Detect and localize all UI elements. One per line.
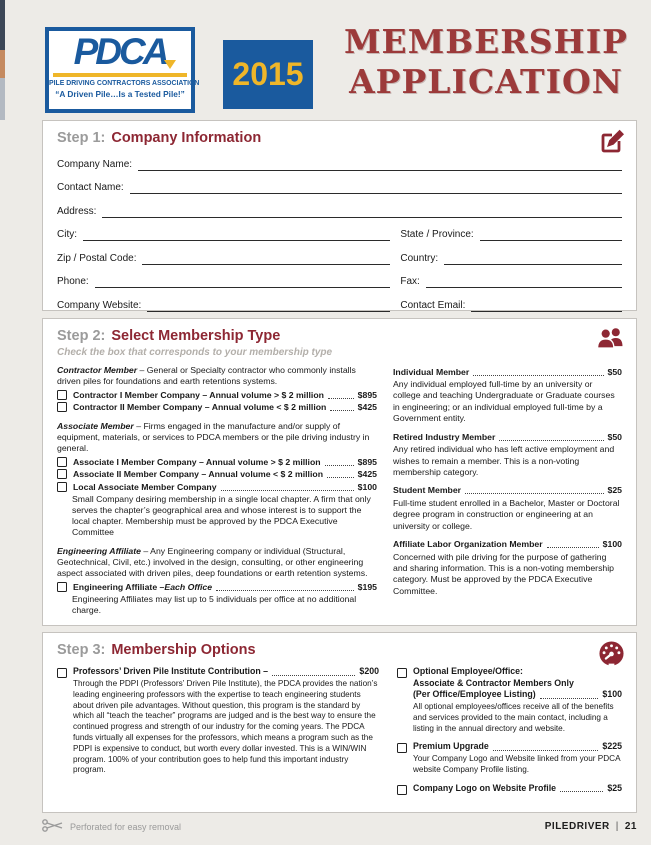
item-price: $25	[607, 485, 622, 496]
item-description: Any individual employed full-time by an university or college and teaching Undergraduate or Graduate courses in engineering; or an individual employed full-time by a Government entity.	[393, 379, 615, 424]
country-input-line[interactable]	[444, 258, 622, 265]
item-description: Your Company Logo and Website linked from your PDCA website Company Profile listing.	[413, 754, 621, 775]
field-label: Zip / Postal Code:	[57, 252, 137, 264]
contractor-member-group	[57, 365, 377, 413]
premium-upgrade-item	[397, 741, 622, 776]
option-label: Associate I Member Company – Annual volume > $ 2 million	[73, 456, 321, 467]
step2-subtitle: Check the box that corresponds to your membership type	[57, 347, 333, 358]
option-label: Local Associate Member Company	[73, 481, 217, 492]
student-member-item	[393, 485, 622, 532]
checkbox[interactable]	[57, 582, 67, 592]
item-price-row	[393, 432, 622, 443]
page-title-line1: MEMBERSHIP	[344, 22, 628, 61]
checkbox[interactable]	[57, 457, 67, 467]
item-price-row	[393, 485, 622, 496]
field-label: State / Province:	[400, 229, 474, 240]
item-price: $200	[359, 666, 379, 676]
contact-email-input-line[interactable]	[471, 305, 622, 312]
item-description: Concerned with pile driving for the purpose of gathering and sharing information. This is a non-voting membership category. Must be approved by the PDCA Executive Committee.	[393, 551, 615, 596]
scissors-icon	[42, 818, 64, 835]
option-contractor-1	[57, 390, 377, 401]
optional-employee-office-item	[397, 666, 622, 734]
perforation-note	[42, 818, 181, 835]
step3-left-column	[57, 666, 379, 803]
publication-name: PILEDRIVER	[544, 821, 610, 832]
group-heading-rest: – Firms engaged in the manufacture and/or supply of equipment, materials, or services to PDCA members or the pile driving industry in general.	[57, 421, 370, 453]
dotted-leader	[493, 749, 599, 751]
step3-number: Step 3:	[57, 642, 106, 658]
field-label: City:	[57, 229, 77, 240]
step1-header	[57, 129, 622, 147]
year-badge	[223, 40, 313, 109]
logo-tagline: “A Driven Pile…Is a Tested Pile!”	[55, 89, 185, 99]
item-description: Through the PDPI (Professors’ Driven Pile Institute), the PDCA provides the nation’s leading engineering professors with the expertise to teach engineering students about driven pile advantages. Without question, this program is the standard by which all “teach the teacher” programs are judged and is the best way to ensure the continued progress and strength of our industry for the coming years. The PDCA funds virtually all expenses for the professors, which means a program such as the PDPI is expensive to conduct, but worth every dollar invested. This is a WIN/WIN program. 100% of your contribution goes to help fund this important industry program.	[73, 679, 378, 775]
option-associate-2	[57, 469, 377, 480]
field-label: Contact Name:	[57, 182, 124, 193]
step1-title: Company Information	[111, 130, 262, 146]
step2-left-column	[57, 365, 377, 624]
option-associate-1	[57, 457, 377, 468]
dotted-leader	[327, 476, 354, 478]
step2-header	[57, 327, 622, 345]
item-price: $225	[602, 741, 622, 752]
option-local-associate	[57, 482, 377, 493]
dotted-leader	[328, 397, 354, 399]
item-price-row	[413, 689, 622, 701]
step2-membership-type-section	[42, 318, 637, 626]
item-price-row	[393, 367, 622, 378]
perforation-text: Perforated for easy removal	[70, 821, 182, 832]
option-contractor-2	[57, 402, 377, 413]
group-heading: Associate Member	[57, 421, 134, 431]
item-label-line1: Optional Employee/Office:	[413, 666, 523, 676]
option-price: $425	[357, 402, 377, 412]
pdca-logo	[45, 27, 200, 113]
engineering-affiliate-note: Engineering Affiliates may list up to 5 individuals per office at no additional charge.	[72, 594, 357, 615]
option-label: Associate II Member Company – Annual volume < $ 2 million	[73, 469, 323, 479]
page-edge-artifact	[0, 50, 5, 78]
group-heading-rest: – General or Specialty contractor who commonly installs driven piles for foundations and earth retentions systems.	[57, 365, 356, 386]
checkbox[interactable]	[397, 785, 407, 795]
dotted-leader	[473, 374, 603, 376]
dotted-leader	[330, 409, 353, 411]
city-input-line[interactable]	[83, 234, 390, 241]
dotted-leader	[221, 489, 354, 491]
option-price: $895	[357, 456, 377, 467]
item-price: $100	[602, 539, 622, 550]
checkbox[interactable]	[397, 743, 407, 753]
checkbox[interactable]	[57, 482, 67, 492]
item-label: Student Member	[393, 485, 462, 496]
address-input-line[interactable]	[102, 211, 622, 218]
zip-postal-input-line[interactable]	[142, 258, 390, 265]
option-label: Engineering Affiliate –	[73, 581, 165, 592]
state-province-input-line[interactable]	[480, 234, 622, 241]
group-heading-rest: – Any Engineering company or individual (Structural, Geotechnical, Civil, etc.) involved in the design, consulting, or other engineering aspect associated with driven piles, deep foundations or earth retention systems.	[57, 546, 368, 578]
company-logo-website-item	[397, 783, 622, 796]
form-row-zip-country	[57, 241, 622, 265]
field-label: Phone:	[57, 276, 89, 287]
individual-member-item	[393, 367, 622, 425]
field-label: Company Website:	[57, 299, 142, 311]
checkbox[interactable]	[57, 402, 67, 412]
retired-industry-member-item	[393, 432, 622, 479]
dotted-leader	[499, 439, 603, 441]
item-label: Individual Member	[393, 366, 470, 377]
step3-title: Membership Options	[111, 642, 256, 658]
logo-org-name: PILE DRIVING CONTRACTORS ASSOCIATION	[49, 79, 200, 87]
page-number: 21	[624, 821, 637, 832]
page-edge-artifact	[0, 78, 5, 120]
page-edge-artifact	[0, 0, 5, 50]
group-heading: Contractor Member	[57, 365, 138, 375]
checkbox[interactable]	[57, 668, 67, 678]
item-label: Retired Industry Member	[393, 431, 496, 442]
item-label: Company Logo on Website Profile	[413, 782, 557, 793]
group-description	[57, 365, 377, 387]
dotted-leader	[272, 674, 355, 676]
item-label: Professors’ Driven Pile Institute Contribution –	[73, 666, 269, 676]
step3-right-column	[397, 666, 622, 803]
step3-header	[57, 641, 622, 659]
edit-pencil-icon	[599, 128, 625, 159]
step2-right-column	[393, 365, 622, 624]
dotted-leader	[547, 546, 599, 548]
checkbox[interactable]	[57, 390, 67, 400]
option-price: $195	[357, 581, 377, 592]
logo-gold-bar	[53, 73, 187, 77]
option-label: Contractor II Member Company – Annual volume < $ 2 million	[73, 402, 327, 412]
affiliate-labor-org-member-item	[393, 539, 622, 597]
local-associate-note: Small Company desiring membership in a single local chapter. A firm that only serves the chapter’s geographical area and whose interest is to support the local chapter. Membership must be approved by the PDCA Executive Committee	[72, 494, 371, 537]
page-footer	[42, 818, 637, 835]
form-field-company-name	[57, 147, 622, 171]
group-heading: Engineering Affiliate	[57, 546, 141, 556]
dotted-leader	[465, 492, 603, 494]
field-label: Fax:	[400, 276, 420, 287]
pdca-logo-text: PDCA	[73, 31, 167, 72]
phone-input-line[interactable]	[95, 281, 391, 288]
checkbox[interactable]	[397, 668, 407, 678]
step2-number: Step 2:	[57, 328, 106, 344]
separator: |	[615, 821, 619, 832]
item-price-row	[73, 666, 379, 678]
item-description: All optional employees/offices receive all of the benefits and services provided to the main contact, including a listing in the annual directory and website.	[413, 702, 614, 733]
item-label: Premium Upgrade	[413, 741, 489, 752]
item-description: Any retired individual who has left active employment and wishes to remain a member. This is a non-voting membership category.	[393, 444, 615, 477]
page-title	[325, 22, 647, 102]
item-price: $50	[607, 366, 622, 377]
logo-triangle-icon	[164, 60, 176, 69]
year-text: 2015	[232, 56, 304, 92]
item-label: Affiliate Labor Organization Member	[393, 539, 543, 550]
item-price-row	[393, 539, 622, 550]
option-price: $425	[357, 469, 377, 479]
form-field-contact-name	[57, 171, 622, 195]
item-label-line2: Associate & Contractor Members Only	[413, 677, 574, 688]
pdca-logo-acronym	[49, 32, 191, 72]
option-engineering-affiliate	[57, 582, 377, 593]
step2-title: Select Membership Type	[111, 328, 281, 344]
item-price: $50	[607, 431, 622, 442]
company-name-input-line[interactable]	[138, 164, 622, 171]
form-row-phone-fax	[57, 265, 622, 289]
option-label: Contractor I Member Company – Annual volume > $ 2 million	[73, 389, 324, 400]
item-price-row	[413, 741, 622, 753]
page-reference	[545, 821, 637, 832]
item-description: Full-time student enrolled in a Bachelor, Master or Doctoral degree program in construction or engineering at an university or college.	[393, 497, 620, 531]
option-price: $100	[357, 481, 377, 492]
field-label: Contact Email:	[400, 299, 466, 311]
contact-name-input-line[interactable]	[130, 187, 622, 194]
field-label: Address:	[57, 205, 97, 217]
dotted-leader	[216, 589, 354, 591]
step3-membership-options-section	[42, 632, 637, 813]
dotted-leader	[540, 697, 599, 699]
pdpi-contribution-item	[57, 666, 379, 776]
item-label: (Per Office/Employee Listing)	[413, 689, 536, 699]
form-row-city-state	[57, 218, 622, 242]
item-price: $25	[607, 782, 622, 793]
item-price: $100	[602, 689, 622, 699]
form-field-address	[57, 194, 622, 218]
field-label: Country:	[400, 252, 439, 264]
form-row-website-email	[57, 288, 622, 312]
option-price: $895	[357, 389, 377, 400]
group-description	[57, 546, 377, 579]
step1-company-information-section	[42, 120, 637, 311]
page-title-line2: APPLICATION	[349, 62, 623, 101]
gauge-icon	[598, 640, 625, 672]
group-description	[57, 421, 377, 454]
step1-number: Step 1:	[57, 130, 106, 146]
dotted-leader	[560, 790, 603, 792]
checkbox[interactable]	[57, 469, 67, 479]
company-website-input-line[interactable]	[147, 305, 390, 312]
members-people-icon	[596, 326, 625, 354]
engineering-affiliate-group	[57, 546, 377, 616]
option-label-italic: Each Office	[164, 581, 213, 592]
associate-member-group	[57, 421, 377, 538]
item-price-row	[413, 783, 622, 795]
fax-input-line[interactable]	[426, 281, 622, 288]
dotted-leader	[325, 464, 354, 466]
field-label: Company Name:	[57, 158, 133, 170]
